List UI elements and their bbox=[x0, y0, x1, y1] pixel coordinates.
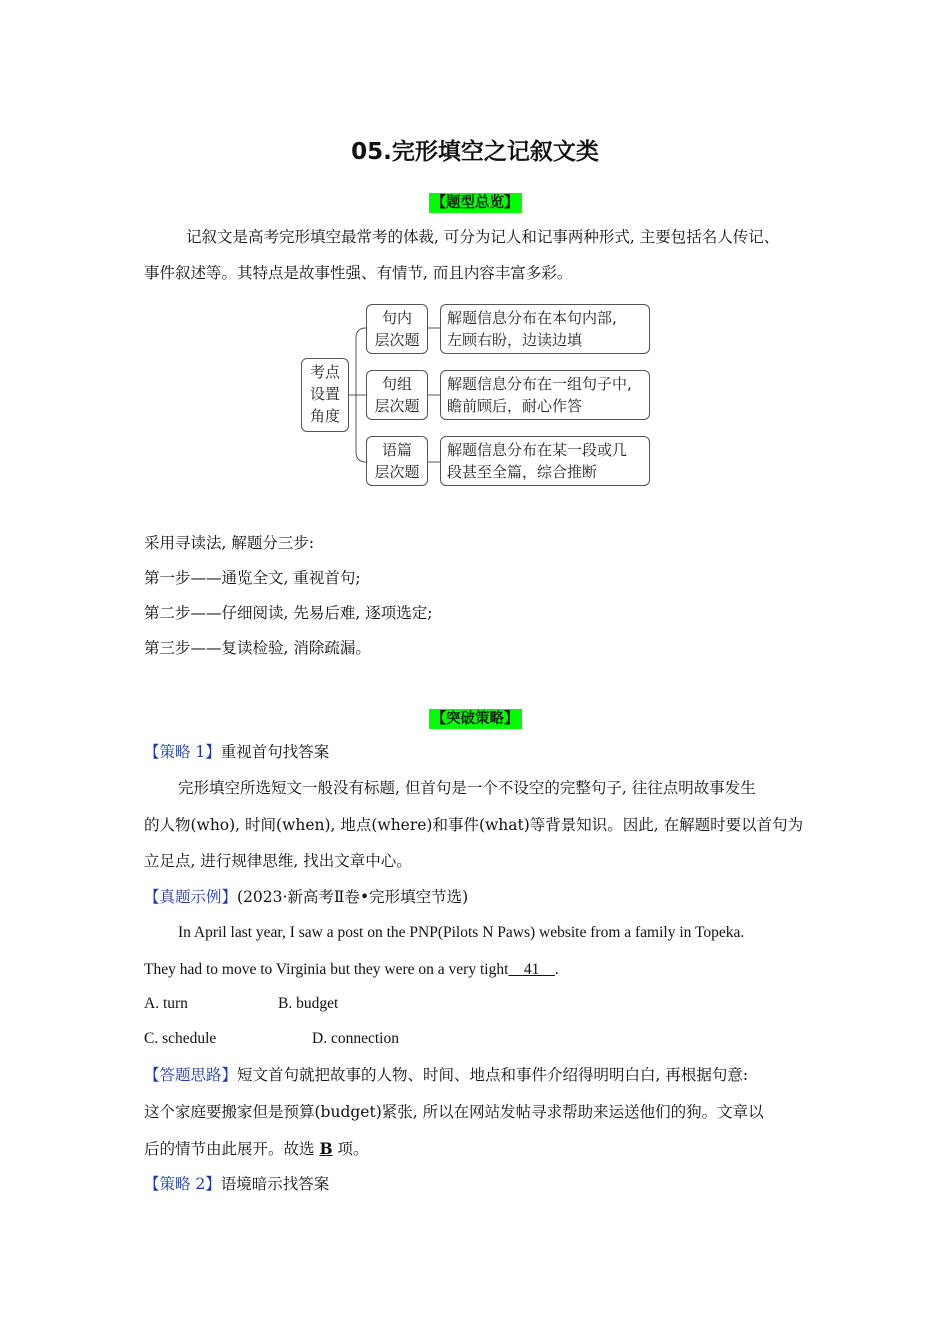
analysis-label: 【答题思路】 bbox=[144, 1066, 238, 1084]
strategy-1-body-2: 的人物(who), 时间(when), 地点(where)和事件(what)等背景知识。因此, 在解题时要以首句为 bbox=[144, 816, 804, 834]
root-line: 角度 bbox=[309, 407, 340, 425]
strategy-1-label: 【策略 1】 bbox=[144, 743, 221, 761]
option-c: C. schedule bbox=[144, 1030, 217, 1047]
analysis-text-3-end: 项。 bbox=[332, 1140, 369, 1158]
strategy-1-heading bbox=[144, 742, 814, 762]
strategy-1-body-1: 完形填空所选短文一般没有标题, 但首句是一个不设空的完整句子, 往往点明故事发生 bbox=[178, 779, 756, 797]
overview-heading bbox=[0, 191, 950, 212]
level-box-sentence-group bbox=[366, 370, 428, 420]
step-1: 第一步——通览全文, 重视首句; bbox=[144, 569, 361, 587]
desc-line: 解题信息分布在一组句子中, bbox=[447, 375, 632, 393]
desc-box-sentence-group bbox=[440, 370, 650, 420]
desc-box-sentence bbox=[440, 304, 650, 354]
analysis-answer: B bbox=[319, 1139, 333, 1158]
example-label: 【真题示例】 bbox=[144, 888, 238, 906]
step-2: 第二步——仔细阅读, 先易后难, 逐项选定; bbox=[144, 604, 433, 622]
diagram-root-box bbox=[301, 358, 349, 432]
example-line-2 bbox=[144, 960, 814, 980]
level-line: 句组 bbox=[381, 375, 412, 393]
strategy-1-body-3: 立足点, 进行规律思维, 找出文章中心。 bbox=[144, 852, 412, 870]
example-line-2-end: . bbox=[554, 961, 559, 978]
example-heading bbox=[144, 887, 814, 907]
desc-line: 解题信息分布在本句内部, bbox=[447, 309, 617, 327]
example-source: (2023·新高考Ⅱ卷•完形填空节选) bbox=[237, 888, 469, 906]
steps-intro: 采用寻读法, 解题分三步: bbox=[144, 534, 315, 552]
analysis-line-2: 这个家庭要搬家但是预算(budget)紧张, 所以在网站发帖寻求帮助来运送他们的狗。文章以 bbox=[144, 1103, 764, 1121]
strategy-2-label: 【策略 2】 bbox=[144, 1175, 221, 1193]
level-line: 层次题 bbox=[374, 397, 420, 415]
analysis-line-3 bbox=[144, 1139, 814, 1159]
strategy-2-heading bbox=[144, 1174, 814, 1194]
strategy-heading-label: 【突破策略】 bbox=[429, 709, 522, 729]
level-line: 语篇 bbox=[381, 441, 412, 459]
level-line: 层次题 bbox=[374, 331, 420, 349]
desc-line: 段甚至全篇，综合推断 bbox=[447, 463, 598, 481]
level-line: 句内 bbox=[381, 309, 412, 327]
strategy-heading bbox=[0, 707, 950, 728]
example-line-2-text: They had to move to Virginia but they were on a very tight bbox=[144, 961, 509, 978]
option-d: D. connection bbox=[312, 1030, 399, 1047]
overview-heading-label: 【题型总览】 bbox=[429, 193, 522, 213]
root-line: 考点 bbox=[309, 363, 340, 381]
intro-line-2: 事件叙述等。其特点是故事性强、有情节, 而且内容丰富多彩。 bbox=[144, 264, 573, 282]
root-line: 设置 bbox=[309, 385, 340, 403]
desc-box-discourse bbox=[440, 436, 650, 486]
strategy-1-title: 重视首句找答案 bbox=[220, 743, 330, 761]
example-line-1: In April last year, I saw a post on the PNP(Pilots N Paws) website from a family in Topeka. bbox=[178, 924, 745, 941]
analysis-text-1: 短文首句就把故事的人物、时间、地点和事件介绍得明明白白, 再根据句意: bbox=[237, 1066, 749, 1084]
option-b: B. budget bbox=[278, 995, 339, 1012]
analysis-line-1 bbox=[144, 1065, 814, 1085]
analysis-text-3: 后的情节由此展开。故选 bbox=[144, 1140, 320, 1158]
strategy-2-title: 语境暗示找答案 bbox=[220, 1175, 330, 1193]
level-box-discourse bbox=[366, 436, 428, 486]
page-title: 05.完形填空之记叙文类 bbox=[351, 139, 599, 165]
level-line: 层次题 bbox=[374, 463, 420, 481]
level-box-sentence bbox=[366, 304, 428, 354]
option-a: A. turn bbox=[144, 995, 188, 1012]
desc-line: 左顾右盼，边读边填 bbox=[447, 331, 583, 349]
example-blank-41: 41 bbox=[508, 961, 555, 978]
desc-line: 瞻前顾后，耐心作答 bbox=[447, 397, 583, 415]
step-3: 第三步——复读检验, 消除疏漏。 bbox=[144, 639, 371, 657]
intro-line-1: 记叙文是高考完形填空最常考的体裁, 可分为记人和记事两种形式, 主要包括名人传记、 bbox=[186, 228, 780, 246]
exam-point-diagram bbox=[298, 300, 658, 495]
desc-line: 解题信息分布在某一段或几 bbox=[447, 441, 628, 459]
